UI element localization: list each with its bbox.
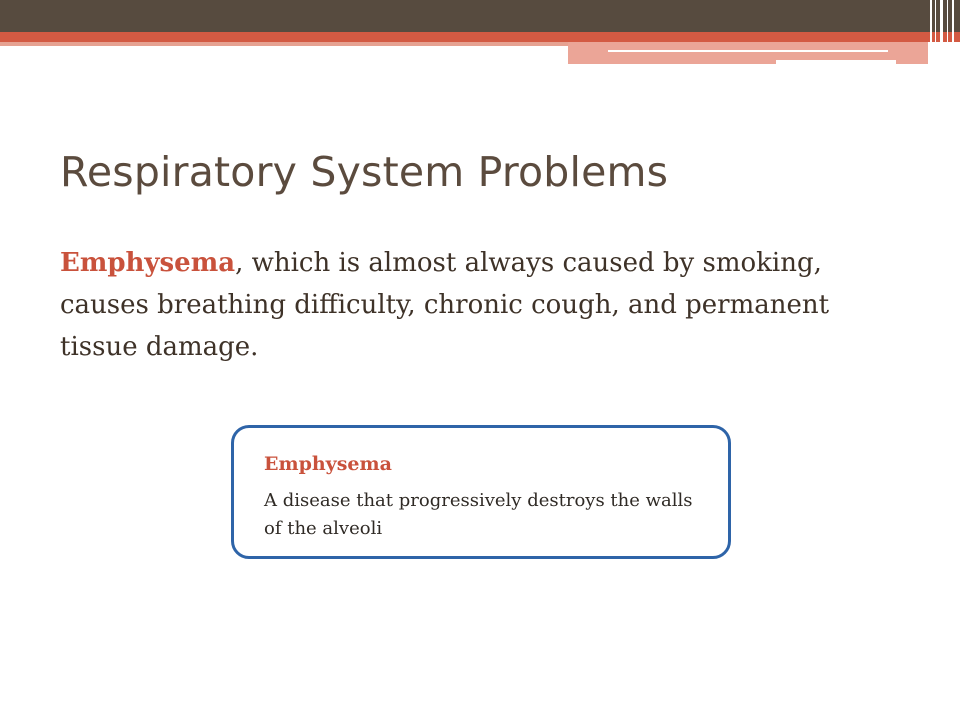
callout-definition: A disease that progressively destroys the walls of the alveoli <box>264 490 693 539</box>
header-band-red <box>0 32 960 42</box>
header-band-dark <box>0 0 960 32</box>
header-vertical-stripes <box>926 0 960 66</box>
slide-body-text <box>60 242 880 368</box>
header-accent-line <box>608 50 888 52</box>
body-term-emphysema: Emphysema <box>60 248 236 278</box>
body-text-rest: , which is almost always caused by smoking, causes breathing difficulty, chronic cough, and permanent tissue damage. <box>60 248 830 362</box>
header-accent-line-short <box>776 60 896 64</box>
slide-title: Respiratory System Problems <box>60 148 669 196</box>
header-band-pink <box>0 42 568 46</box>
callout-term: Emphysema <box>264 453 392 475</box>
